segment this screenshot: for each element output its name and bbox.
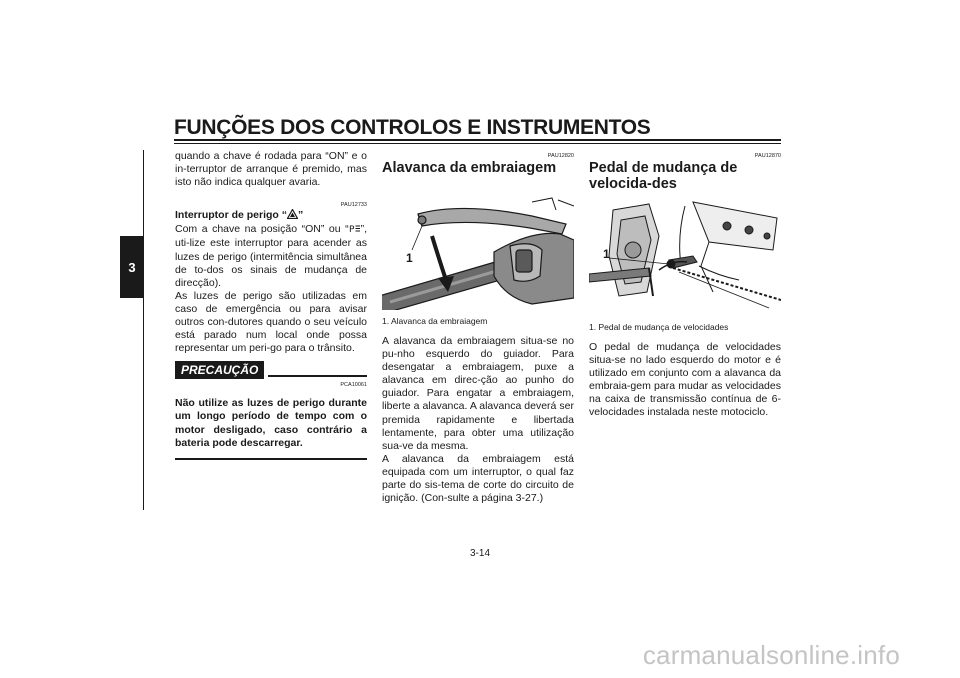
caution-header — [175, 361, 367, 379]
svg-text:P: P — [348, 225, 355, 234]
hazard-p1-post: ”, uti-lize este interruptor para acender as luzes de perigo (intermitência simultânea de to-dos os sinais de mudança de direcção). — [175, 223, 367, 289]
title-rule-thin — [174, 143, 781, 144]
column-1 — [175, 150, 367, 460]
clutch-paragraph-1: A alavanca da embraiagem situa-se no pu-nho esquerdo do guiador. Para desengatar a embraiagem, puxe a alavanca em direc-ção ao punho do guiador. Para engatar a embraiagem, liberte a alavanca. A alavanca deverá ser premida rapidamente e libertada lentamente, para obter uma utilização sua-ve da mesma. — [382, 335, 574, 452]
shift-pedal-illustration — [589, 196, 781, 316]
clutch-callout-number: 1 — [406, 251, 413, 265]
ref-code: PAU12870 — [754, 153, 781, 159]
shift-paragraph-1: O pedal de mudança de velocidades situa-se no lado esquerdo do motor e é utilizado em conjunto com a alavanca da embraia-gem para mudar as velocidades na caixa de transmissão contínua de 6-velocidades instalada neste motociclo. — [589, 341, 781, 419]
hazard-p1-pre: Com a chave na posição “ON” ou “ — [175, 223, 349, 236]
hazard-heading — [175, 209, 367, 223]
caution-bottom-rule — [175, 458, 367, 460]
intro-paragraph: quando a chave é rodada para “ON” e o in-terruptor de arranque é premido, mas isto não indica qualquer avaria. — [175, 150, 367, 189]
shift-pedal-heading: Pedal de mudança de velocida-des — [589, 160, 738, 192]
watermark: carmanualsonline.info — [642, 640, 900, 670]
clutch-figure-caption: 1. Alavanca da embraiagem — [382, 316, 488, 326]
column-3 — [589, 150, 781, 420]
caution-label: PRECAUÇÃO — [175, 361, 264, 379]
caution-ref-code: PCA10061 — [340, 382, 367, 389]
column-2 — [382, 150, 574, 505]
caution-box — [175, 361, 367, 459]
hazard-paragraph-2: As luzes de perigo são utilizadas em caso de emergência ou para avisar outros con-dutores quando o seu veículo está parado num local onde possa representar um peri-go para o trânsito. — [175, 289, 367, 355]
hazard-heading-pre: Interruptor de perigo “ — [175, 209, 288, 222]
caution-text: Não utilize as luzes de perigo durante um longo período de tempo com o motor desligado, caso contrário a bateria pode descarregar. — [175, 397, 367, 449]
shift-figure-caption: 1. Pedal de mudança de velocidades — [589, 322, 729, 332]
parking-key-icon — [349, 224, 361, 237]
title-rule — [174, 139, 781, 141]
ref-code: PAU12820 — [547, 153, 574, 159]
clutch-paragraph-2: A alavanca da embraiagem está equipada com um interruptor, o qual faz parte do sis-tema de corte do circuito de ignição. (Con-sulte a página 3-27.) — [382, 452, 574, 505]
chapter-tab: 3 — [120, 236, 144, 298]
shift-pedal-figure — [589, 196, 781, 316]
hazard-heading-post: ” — [298, 209, 304, 222]
shift-callout-number: 1 — [603, 247, 610, 261]
clutch-lever-heading: Alavanca da embraiagem — [382, 160, 557, 176]
caution-header-line — [268, 375, 367, 377]
clutch-lever-illustration — [382, 180, 574, 310]
page-title: FUNÇÕES DOS CONTROLOS E INSTRUMENTOS — [174, 116, 651, 139]
clutch-lever-figure — [382, 180, 574, 310]
hazard-paragraph-1 — [175, 223, 367, 289]
page-number: 3-14 — [469, 548, 490, 559]
chapter-sidebar — [120, 150, 144, 510]
ref-code: PAU12733 — [340, 202, 367, 209]
hazard-triangle-icon — [287, 209, 298, 223]
